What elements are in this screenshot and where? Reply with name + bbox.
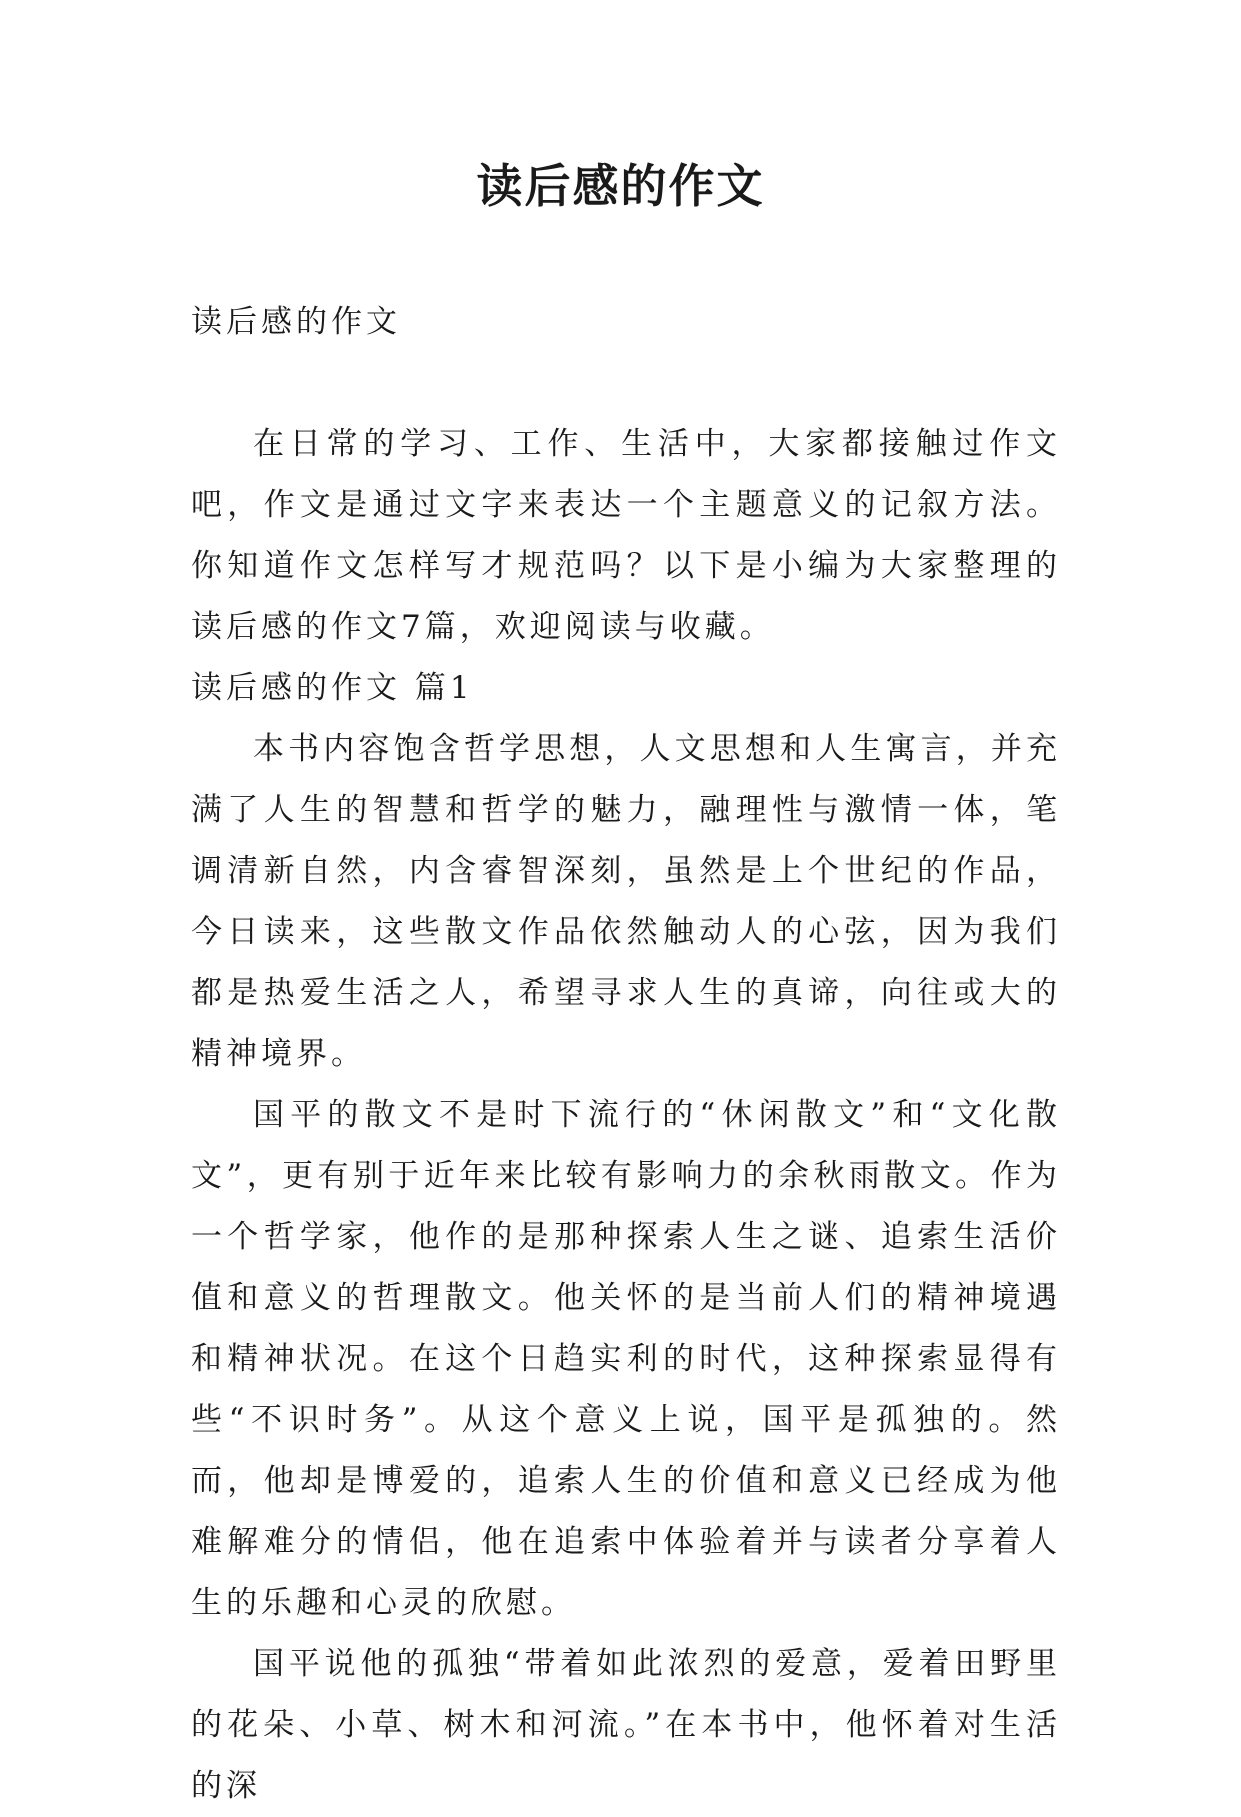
document-title: 读后感的作文: [476, 159, 765, 213]
section-heading: 读后感的作文 篇1: [191, 670, 474, 706]
document-body: [191, 292, 1061, 1817]
intro-paragraph: 在日常的学习、工作、生活中，大家都接触过作文吧，作文是通过文字来表达一个主题意义的记叙方法。你知道作文怎样写才规范吗？以下是小编为大家整理的读后感的作文7篇，欢迎阅读与收藏。: [191, 426, 1061, 645]
body-paragraph-1: 本书内容饱含哲学思想，人文思想和人生寓言，并充满了人生的智慧和哲学的魅力，融理性与激情一体，笔调清新自然，内含睿智深刻，虽然是上个世纪的作品，今日读来，这些散文作品依然触动人的心弦，因为我们都是热爱生活之人，希望寻求人生的真谛，向往或大的精神境界。: [191, 731, 1061, 1072]
body-paragraph-2: 国平的散文不是时下流行的“休闲散文”和“文化散文”，更有别于近年来比较有影响力的余秋雨散文。作为一个哲学家，他作的是那种探索人生之谜、追索生活价值和意义的哲理散文。他关怀的是当前人们的精神境遇和精神状况。在这个日趋实利的时代，这种探索显得有些“不识时务”。从这个意义上说，国平是孤独的。然而，他却是博爱的，追索人生的价值和意义已经成为他难解难分的情侣，他在追索中体验着并与读者分享着人生的乐趣和心灵的欣慰。: [191, 1097, 1061, 1621]
document-subtitle: 读后感的作文: [191, 304, 401, 340]
body-paragraph-3: 国平说他的孤独“带着如此浓烈的爱意，爱着田野里的花朵、小草、树木和河流。”在本书中，他怀着对生活的深: [191, 1646, 1061, 1804]
blank-line: [191, 353, 1061, 414]
